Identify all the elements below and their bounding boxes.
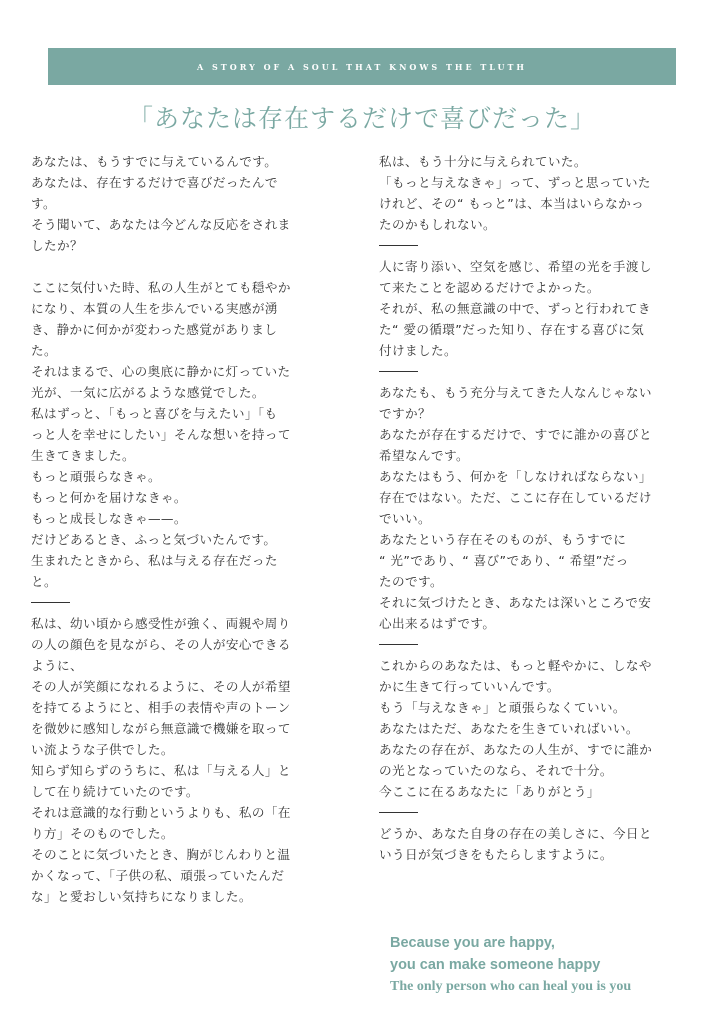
section-divider bbox=[379, 812, 418, 813]
text-line: だけどあるとき、ふっと気づいたんです。 bbox=[31, 532, 277, 547]
text-line: 私は、幼い頃から感受性が強く、両親や周り bbox=[31, 616, 291, 631]
text-line: それに気づけたとき、あなたは深いところで安 bbox=[379, 595, 652, 610]
text-line: 付けました。 bbox=[379, 343, 457, 358]
text-line: り方」そのものでした。 bbox=[31, 826, 174, 841]
text-line: 心出来るはずです。 bbox=[379, 616, 496, 631]
text-line: になり、本質の人生を歩んでいる実感が湧 bbox=[31, 301, 278, 316]
text-line: もっと頑張らなきゃ。 bbox=[31, 469, 161, 484]
text-line: もっと何かを届けなきゃ。 bbox=[31, 490, 187, 505]
section-divider bbox=[379, 245, 418, 246]
section-divider bbox=[379, 644, 418, 645]
text-line: を微妙に感知しながら無意識で機嫌を取って bbox=[31, 721, 291, 736]
text-line: どうか、あなた自身の存在の美しさに、今日と bbox=[379, 826, 652, 841]
text-line: あなたが存在するだけで、すでに誰かの喜びと bbox=[379, 427, 652, 442]
text-line: たのです。 bbox=[379, 574, 443, 589]
text-line: そのことに気づいたとき、胸がじんわりと温 bbox=[31, 847, 291, 862]
text-line: 人に寄り添い、空気を感じ、希望の光を手渡し bbox=[379, 259, 652, 274]
text-line: あなたも、もう充分与えてきた人なんじゃない bbox=[379, 385, 652, 400]
section-divider bbox=[31, 602, 70, 603]
text-line: あなたという存在そのものが、もうすでに bbox=[379, 532, 627, 547]
text-line: を持てるようにと、相手の表情や声のトーン bbox=[31, 700, 291, 715]
text-line: の光となっていたのなら、それで十分。 bbox=[379, 763, 613, 778]
text-line: と。 bbox=[31, 574, 57, 589]
text-line: そう聞いて、あなたは今どんな反応をされま bbox=[31, 217, 291, 232]
text-line: かに生きて行っていいんです。 bbox=[379, 679, 560, 694]
text-line: それは意識的な行動というよりも、私の「在 bbox=[31, 805, 291, 820]
text-line: た“ 愛の循環”だった知り、存在する喜びに気 bbox=[379, 322, 645, 337]
text-line: 生きてきました。 bbox=[31, 448, 135, 463]
blank-line bbox=[31, 256, 351, 277]
text-line: あなたの存在が、あなたの人生が、すでに誰か bbox=[379, 742, 653, 757]
text-line: の人の顔色を見ながら、その人が安心できる bbox=[31, 637, 291, 652]
text-line: たのかもしれない。 bbox=[379, 217, 496, 232]
section-divider bbox=[379, 371, 418, 372]
banner-text: A STORY OF A SOUL THAT KNOWS THE TLUTH bbox=[197, 61, 527, 72]
right-column bbox=[379, 151, 701, 865]
text-line: かくなって、「子供の私、頑張っていたんだ bbox=[31, 868, 285, 883]
footer-line-3: The only person who can heal you is you bbox=[390, 979, 632, 994]
text-line: 私は、もう十分に与えられていた。 bbox=[379, 154, 587, 169]
text-line: その人が笑顔になれるように、その人が希望 bbox=[31, 679, 291, 694]
text-line: それが、私の無意識の中で、ずっと行われてき bbox=[379, 301, 651, 316]
text-line: っと人を幸せにしたい」そんな想いを持って bbox=[31, 427, 291, 442]
text-line: して在り続けていたのです。 bbox=[31, 784, 199, 799]
text-line: 希望なんです。 bbox=[379, 448, 469, 463]
page-title: 「あなたは存在するだけで喜びだった」 bbox=[127, 104, 596, 133]
text-line: 生まれたときから、私は与える存在だった bbox=[31, 553, 278, 568]
text-line: 私はずっと、「もっと喜びを与えたい」「も bbox=[31, 406, 278, 421]
text-line: あなたは、もうすでに与えているんです。 bbox=[31, 154, 278, 169]
text-line: “ 光”であり、“ 喜び”であり、“ 希望”だっ bbox=[379, 553, 629, 568]
text-line: 存在ではない。ただ、ここに存在しているだけ bbox=[379, 490, 652, 505]
text-line: 「もっと与えなきゃ」って、ずっと思っていた bbox=[379, 175, 651, 190]
text-line: き、静かに何かが変わった感覚がありまし bbox=[31, 322, 278, 337]
text-line: もっと成長しなきゃ——。 bbox=[31, 511, 187, 526]
header-banner bbox=[48, 48, 676, 85]
text-line: ように、 bbox=[31, 658, 83, 673]
text-line: したか？ bbox=[31, 238, 83, 253]
text-line: た。 bbox=[31, 343, 57, 358]
left-column bbox=[31, 151, 351, 907]
text-line: い流ような子供でした。 bbox=[31, 742, 174, 757]
text-line: 光が、一気に広がるような感覚でした。 bbox=[31, 385, 265, 400]
text-line: いう日が気づきをもたらしますように。 bbox=[379, 847, 613, 862]
text-line: ですか？ bbox=[379, 406, 431, 421]
text-line: 知らず知らずのうちに、私は「与える人」と bbox=[31, 763, 291, 778]
text-line: あなたはただ、あなたを生きていればいい。 bbox=[379, 721, 639, 736]
text-line: ここに気付いた時、私の人生がとても穏やか bbox=[31, 280, 291, 295]
text-line: あなたは、存在するだけで喜びだったんで bbox=[31, 175, 278, 190]
text-line: 今ここに在るあなたに「ありがとう」 bbox=[379, 784, 600, 799]
text-line: もう「与えなきゃ」と頑張らなくていい。 bbox=[379, 700, 626, 715]
footer-line-2: you can make someone happy bbox=[390, 957, 601, 973]
footer-line-1: Because you are happy, bbox=[390, 935, 555, 951]
text-line: でいい。 bbox=[379, 511, 431, 526]
footer-message bbox=[390, 932, 710, 998]
text-line: けれど、その“ もっと”は、本当はいらなかっ bbox=[379, 196, 645, 211]
text-line: て来たことを認めるだけでよかった。 bbox=[379, 280, 600, 295]
text-line: これからのあなたは、もっと軽やかに、しなや bbox=[379, 658, 652, 673]
text-line: あなたはもう、何かを「しなければならない」 bbox=[379, 469, 652, 484]
text-line: な」と愛おしい気持ちになりました。 bbox=[31, 889, 252, 904]
text-line: す。 bbox=[31, 196, 56, 211]
text-line: それはまるで、心の奥底に静かに灯っていた bbox=[31, 364, 291, 379]
